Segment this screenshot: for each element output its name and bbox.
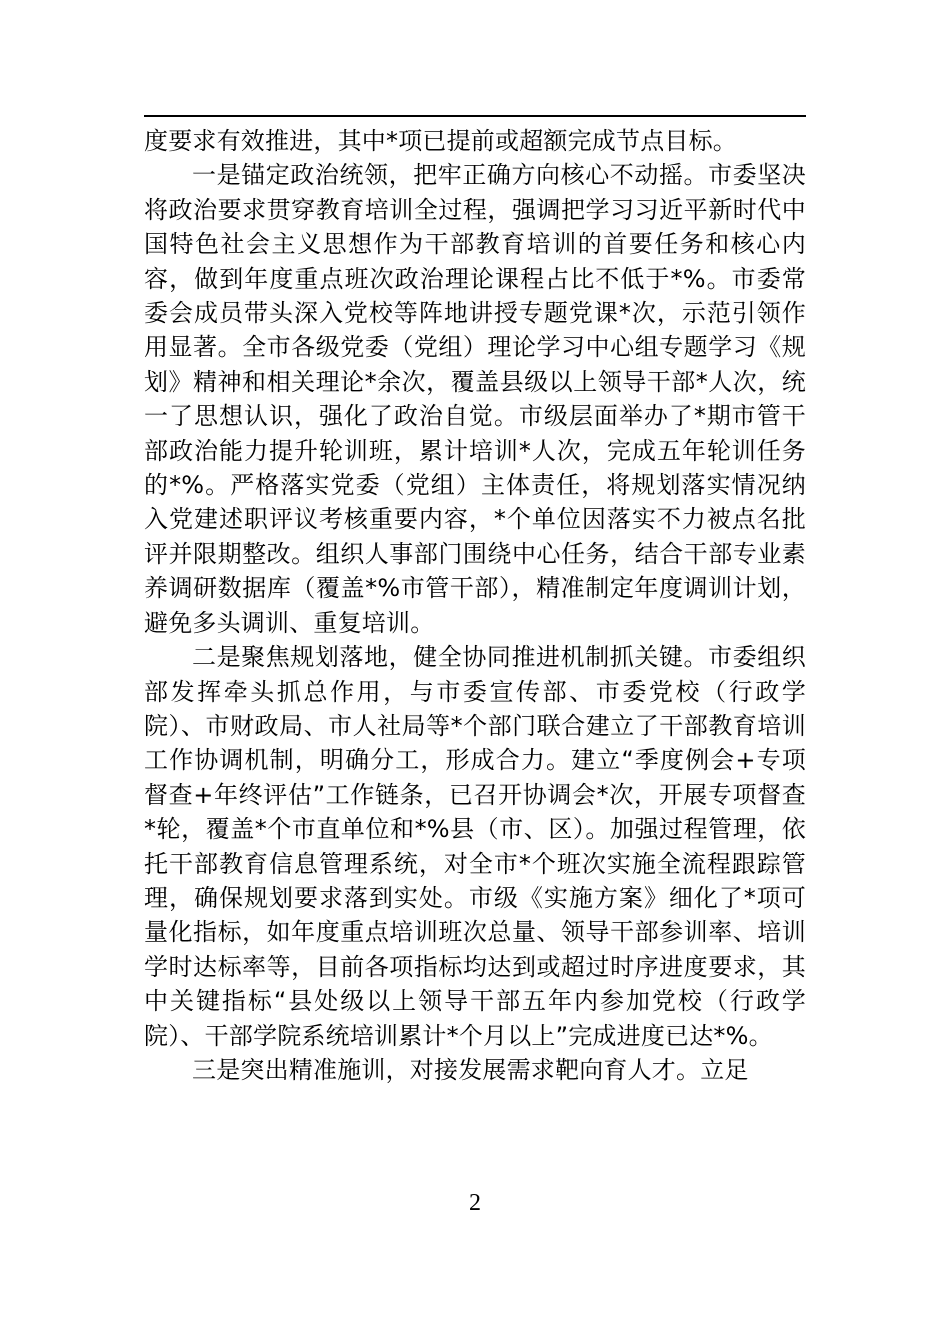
paragraph-political-leadership: 一是锚定政治统领，把牢正确方向核心不动摇。市委坚决将政治要求贯穿教育培训全过程，强调把学习习近平新时代中国特色社会主义思想作为干部教育培训的首要任务和核心内容，做到年度重点班次政治理论课程占比不低于*%。市委常委会成员带头深入党校等阵地讲授专题党课*次，示范引领作用显著。全市各级党委（党组）理论学习中心组专题学习《规划》精神和相关理论*余次，覆盖县级以上领导干部*人次，统一了思想认识，强化了政治自觉。市级层面举办了*期市管干部政治能力提升轮训班，累计培训*人次，完成五年轮训任务的*%。严格落实党委（党组）主体责任，将规划落实情况纳入党建述职评议考核重要内容，*个单位因落实不力被点名批评并限期整改。组织人事部门围绕中心任务，结合干部专业素养调研数据库（覆盖*%市管干部），精准制定年度调训计划，避免多头调训、重复培训。	[144, 161, 806, 637]
paragraph-coordination-mechanism: 二是聚焦规划落地，健全协同推进机制抓关键。市委组织部发挥牵头抓总作用，与市委宣传部、市委党校（行政学院）、市财政局、市人社局等*个部门联合建立了干部教育培训工作协调机制，明确分工，形成合力。建立“季度例会+专项督查+年终评估”工作链条，已召开协调会*次，开展专项督查*轮，覆盖*个市直单位和*%县（市、区）。加强过程管理，依托干部教育信息管理系统，对全市*个班次实施全流程跟踪管理，确保规划要求落到实处。市级《实施方案》细化了*项可量化指标，如年度重点培训班次总量、领导干部参训率、培训学时达标率等，目前各项指标均达到或超过时序进度要求，其中关键指标“县处级以上领导干部五年内参加党校（行政学院）、干部学院系统培训累计*个月以上”完成进度已达*%。	[144, 643, 806, 1050]
paragraph-continuation: 度要求有效推进，其中*项已提前或超额完成节点目标。	[144, 127, 737, 155]
header-rule	[144, 115, 806, 117]
paragraph-precise-training: 三是突出精准施训，对接发展需求靶向育人才。立足	[192, 1055, 749, 1084]
body-text	[144, 124, 806, 1087]
page-number: 2	[469, 1190, 481, 1216]
